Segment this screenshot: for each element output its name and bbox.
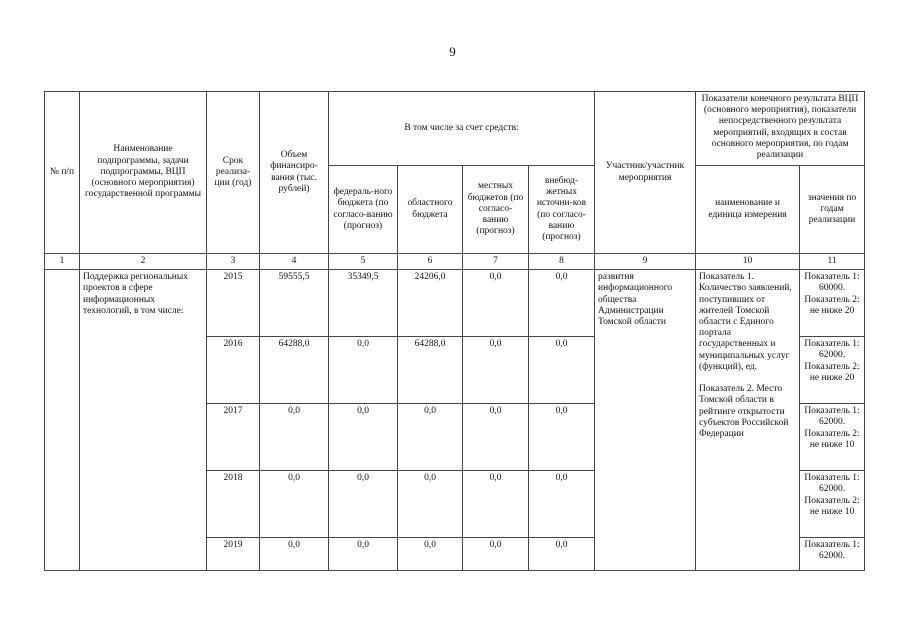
local-cell: 0,0 — [463, 270, 529, 337]
budget-table — [44, 91, 865, 571]
regional-cell: 64288,0 — [398, 337, 463, 404]
federal-cell: 0,0 — [329, 471, 398, 538]
column-number: 4 — [260, 254, 329, 270]
program-name: Поддержка региональных проектов в сфере информационных технологий, в том числе: — [80, 270, 207, 571]
header-indicators-group: Показатели конечного результата ВЦП (основного мероприятия), показатели непосредственного результата мероприятий, входящих в состав основного мероприятия, по годам реализации — [696, 92, 865, 166]
indicator-values-cell: Показатель 1: 62000. Показатель 2: не ниже 10 — [800, 404, 865, 471]
local-cell: 0,0 — [463, 471, 529, 538]
column-number: 9 — [595, 254, 696, 270]
indicator-values-cell: Показатель 1: 60000. Показатель 2: не ниже 20 — [800, 270, 865, 337]
federal-cell: 0,0 — [329, 538, 398, 571]
column-number: 10 — [696, 254, 800, 270]
indicator-values-cell: Показатель 1: 62000. Показатель 2: не ниже 10 — [800, 471, 865, 538]
column-numbers-row — [45, 254, 865, 270]
extra-cell: 0,0 — [529, 404, 595, 471]
participant-cell: развития информационного общества Администрации Томской области — [595, 270, 696, 571]
header-funding-group: В том числе за счет средств: — [329, 92, 595, 166]
column-number: 3 — [207, 254, 260, 270]
header-term: Срок реализа-ции (год) — [207, 92, 260, 254]
federal-cell: 0,0 — [329, 337, 398, 404]
header-regional: областного бюджета — [398, 166, 463, 254]
regional-cell: 0,0 — [398, 471, 463, 538]
column-number: 11 — [800, 254, 865, 270]
regional-cell: 0,0 — [398, 538, 463, 571]
federal-cell: 0,0 — [329, 404, 398, 471]
total-cell: 0,0 — [260, 471, 329, 538]
column-number: 1 — [45, 254, 80, 270]
total-cell: 0,0 — [260, 538, 329, 571]
extra-cell: 0,0 — [529, 538, 595, 571]
total-cell: 59555,5 — [260, 270, 329, 337]
local-cell: 0,0 — [463, 404, 529, 471]
column-number: 2 — [80, 254, 207, 270]
header-indicator-name: наименование и единица измерения — [696, 166, 800, 254]
indicator-values-cell: Показатель 1: 62000. — [800, 538, 865, 571]
column-number: 5 — [329, 254, 398, 270]
table-row — [45, 270, 865, 337]
year-cell: 2019 — [207, 538, 260, 571]
extra-cell: 0,0 — [529, 471, 595, 538]
header-volume: Объем финансиро-вания (тыс. рублей) — [260, 92, 329, 254]
year-cell: 2018 — [207, 471, 260, 538]
extra-cell: 0,0 — [529, 337, 595, 404]
total-cell: 0,0 — [260, 404, 329, 471]
regional-cell: 24206,0 — [398, 270, 463, 337]
header-name: Наименование подпрограммы, задачи подпрограммы, ВЦП (основного мероприятия) государственной программы — [80, 92, 207, 254]
column-number: 6 — [398, 254, 463, 270]
page-number: 9 — [449, 44, 456, 59]
header-indicator-values: значения по годам реализации — [800, 166, 865, 254]
local-cell: 0,0 — [463, 538, 529, 571]
federal-cell: 35349,5 — [329, 270, 398, 337]
year-cell: 2017 — [207, 404, 260, 471]
extra-cell: 0,0 — [529, 270, 595, 337]
year-cell: 2015 — [207, 270, 260, 337]
header-extra: внебюд-жетных источни-ков (по согласо-ванию (прогноз) — [529, 166, 595, 254]
header-number: № п/п — [45, 92, 80, 254]
year-cell: 2016 — [207, 337, 260, 404]
total-cell: 64288,0 — [260, 337, 329, 404]
header-local: местных бюджетов (по согласо-ванию (прогноз) — [463, 166, 529, 254]
header-federal: федераль-ного бюджета (по согласо-ванию (прогноз) — [329, 166, 398, 254]
column-number: 7 — [463, 254, 529, 270]
local-cell: 0,0 — [463, 337, 529, 404]
indicator-names: Показатель 1. Количество заявлений, поступивших от жителей Томской области с Единого портала государственных и муниципальных услуг (функций), ед. Показатель 2. Место Томской области в рейтинге открытости субъектов Российской Федерации — [696, 270, 800, 571]
header-participant: Участник/участник мероприятия — [595, 92, 696, 254]
column-number: 8 — [529, 254, 595, 270]
indicator-values-cell: Показатель 1: 62000. Показатель 2: не ниже 20 — [800, 337, 865, 404]
row-number-cell — [45, 270, 80, 571]
header-row-1 — [45, 92, 865, 166]
regional-cell: 0,0 — [398, 404, 463, 471]
